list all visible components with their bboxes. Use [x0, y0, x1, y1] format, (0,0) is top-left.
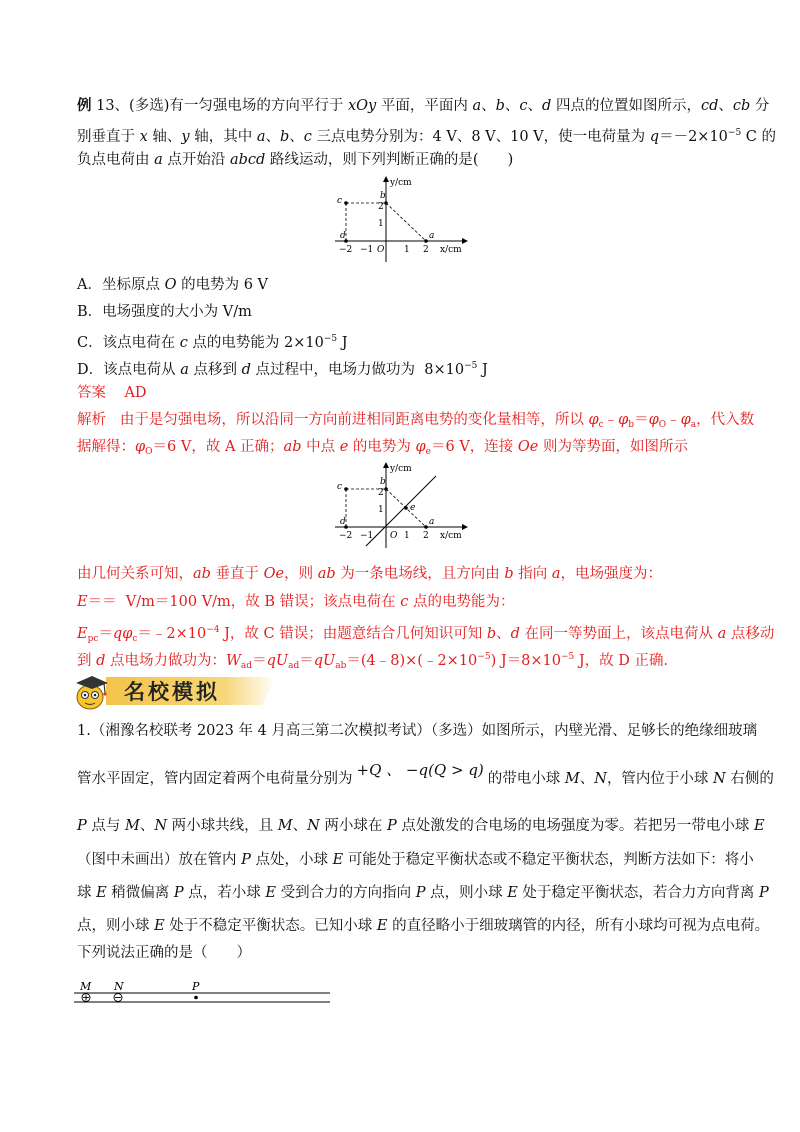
problem-line-1: 1.（湘豫名校联考 2023 年 4 月高三第二次模拟考试）（多选）如图所示，内壁光滑、足够长的绝缘细玻璃	[77, 723, 758, 739]
tick-y-1: 1	[378, 505, 384, 515]
answer	[77, 382, 147, 404]
option-d: D．该点电荷从 a 点移到 d 点过程中，电场力做功为 $8\times 10^{-5}$ J	[77, 361, 488, 378]
tick-x-2: 2	[423, 531, 429, 541]
answer-value: AD	[124, 385, 147, 401]
problem-line-2	[77, 761, 774, 790]
problem-line-2b: 的带电小球 M、N，管内位于小球 N 右侧的	[487, 771, 774, 787]
charge-formula: +Q 、 −q(Q > q)	[356, 761, 484, 779]
answer-label: 答案	[77, 385, 106, 401]
glass-tube-figure	[74, 980, 334, 1008]
label-m: M	[80, 980, 92, 993]
point-p	[194, 996, 198, 1000]
x-axis-label: x/cm	[440, 245, 462, 255]
x-axis-arrow	[462, 238, 468, 244]
label-a: a	[429, 517, 435, 527]
problem-line-4: （图中未画出）放在管内 P 点处，小球 E 可能处于稳定平衡状态或不稳定平衡状态，判断方法如下：将小	[77, 852, 754, 868]
tick-x-neg2: −2	[339, 531, 353, 541]
ab-dashed	[386, 203, 426, 241]
analysis-label: 解析	[77, 412, 106, 428]
label-c: c	[337, 196, 343, 206]
tick-origin: O	[390, 531, 398, 541]
option-c: C．该点电荷在 c 点的电势能为 $2\times 10^{-5}$ J	[77, 334, 348, 351]
label-a: a	[429, 231, 435, 241]
tick-x-neg1: −1	[360, 531, 374, 541]
point-a	[424, 239, 428, 243]
point-e	[404, 506, 408, 510]
point-c	[344, 201, 348, 205]
point-c	[344, 487, 348, 491]
label-n: N	[114, 980, 124, 993]
tick-x-2: 2	[423, 245, 429, 255]
problem-line-5: 球 E 稍微偏离 P 点，若小球 E 受到合力的方向指向 P 点，则小球 E 处于稳定平衡状态，若合力方向背离 P	[77, 885, 769, 901]
y-axis-label: y/cm	[390, 464, 412, 474]
x-axis-arrow	[462, 524, 468, 530]
tick-origin: O	[377, 245, 385, 255]
section-banner	[68, 673, 248, 709]
example-line-1: 例 13、(多选)有一匀强电场的方向平行于 xOy 平面，平面内 a、b、c、d 四点的位置如图所示，cd、cb 分	[77, 97, 770, 114]
label-d: d	[340, 517, 346, 527]
analysis-line-1: 解析 由于是匀强电场，所以沿同一方向前进相同距离电势的变化量相等，所以 $\varphi_c﹣\varphi_b=\varphi_O﹣\varphi_a$，代入数	[77, 412, 755, 430]
point-a	[424, 525, 428, 529]
analysis-line-2: 据解得：$\varphi_O=6$ V，故 A 正确；ab 中点 e 的电势为 $\varphi_e=6$ V，连接 Oe 则为等势面，如图所示	[77, 439, 688, 457]
analysis-line-5: $E_{pc}=q\varphi_c=﹣2\times 10^{-4}$ J，故 C 错误；由题意结合几何知识可知 b、d 在同一等势面上，该点电荷从 a 点移动	[77, 625, 775, 644]
section-title: 名校模拟	[124, 680, 220, 704]
coordinate-figure-2	[330, 460, 470, 552]
analysis-line-3: 由几何关系可知，ab 垂直于 Oe，则 ab 为一条电场线，且方向由 b 指向 a，电场强度为：	[77, 566, 663, 582]
analysis-line-6: 到 d 点电场力做功为：$W_{ad}=qU_{ad}=qU_{ab}=(4﹣8)\times(﹣2\times 10^{-5})$ $J=8\times 10^{-5}$ J，故 D 正确．	[77, 652, 679, 671]
option-b: B．电场强度的大小为 V/m	[77, 304, 252, 320]
coordinate-figure-1	[330, 174, 470, 264]
problem-line-6: 点，则小球 E 处于不稳定平衡状态。已知小球 E 的直径略小于细玻璃管的内径，所有小球均可视为点电荷。	[77, 918, 770, 934]
problem-line-7: 下列说法正确的是（ ）	[77, 945, 251, 961]
label-d: d	[340, 231, 346, 241]
point-b	[384, 201, 388, 205]
y-axis-label: y/cm	[390, 178, 412, 188]
tick-y-2: 2	[378, 488, 384, 498]
label-e: e	[410, 503, 416, 513]
tick-y-2: 2	[378, 202, 384, 212]
tick-x-neg2: −2	[339, 245, 353, 255]
label-b: b	[380, 191, 386, 201]
label-b: b	[380, 477, 386, 487]
example-line-2: 别垂直于 x 轴、y 轴，其中 a、b、c 三点电势分别为：4 V、8 V、10 V，使一电荷量为 $q=-2\times 10^{-5}$ C 的	[77, 128, 777, 145]
label-p: P	[192, 980, 200, 993]
example-line-3: 负点电荷由 a 点开始沿 abcd 路线运动，则下列判断正确的是( )	[77, 152, 514, 168]
label-c: c	[337, 482, 343, 492]
scholar-mascot-icon	[70, 673, 114, 711]
problem-line-2a: 管水平固定，管内固定着两个电荷量分别为	[77, 771, 353, 787]
problem-line-3: P 点与 M、N 两小球共线，且 M、N 两小球在 P 点处激发的合电场的电场强度为零。若把另一带电小球 E	[77, 818, 765, 834]
tick-x-neg1: −1	[360, 245, 374, 255]
x-axis-label: x/cm	[440, 531, 462, 541]
y-axis-arrow	[383, 462, 389, 468]
analysis-line-4: E＝＝ V/m＝100 V/m，故 B 错误；该点电荷在 c 点的电势能为：	[77, 594, 515, 610]
option-a: A．坐标原点 O 的电势为 6 V	[77, 277, 269, 293]
point-b	[384, 487, 388, 491]
y-axis-arrow	[383, 176, 389, 182]
tick-x-1: 1	[404, 245, 410, 255]
tick-y-1: 1	[378, 219, 384, 229]
tick-x-1: 1	[404, 531, 410, 541]
